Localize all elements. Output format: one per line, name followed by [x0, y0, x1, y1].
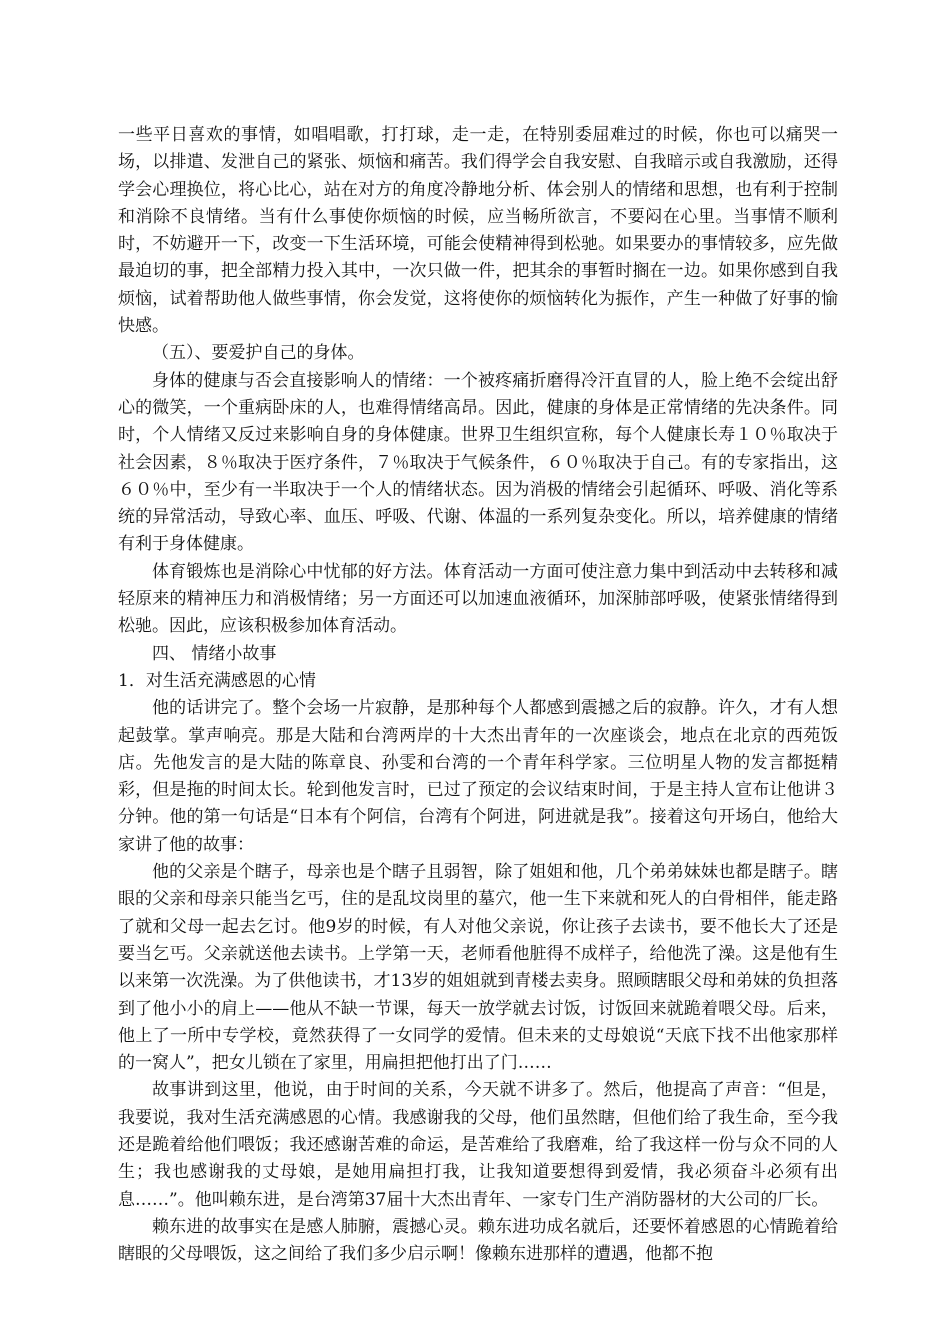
- paragraph-story-reflection: 赖东进的故事实在是感人肺腑，震撼心灵。赖东进功成名就后，还要怀着感恩的心情跪着给瞎眼的父母喂饭，这之间给了我们多少启示啊！像赖东进那样的遭遇，他都不抱: [118, 1216, 838, 1265]
- paragraph-story-opening: 他的话讲完了。整个会场一片寂静，是那种每个人都感到震撼之后的寂静。许久，才有人想起鼓掌。掌声响亮。那是大陆和台湾两岸的十大杰出青年的一次座谈会，地点在北京的西苑饭店。先他发言的是大陆的陈章良、孙雯和台湾的一个青年科学家。三位明星人物的发言都挺精彩，但是拖的时间太长。轮到他发言时，已过了预定的会议结束时间，于是主持人宣布让他讲３分钟。他的第一句话是“日本有个阿信，台湾有个阿进，阿进就是我”。接着这句开场白，他给大家讲了他的故事：: [118, 698, 838, 855]
- paragraph-story-childhood: 他的父亲是个瞎子，母亲也是个瞎子且弱智，除了姐姐和他，几个弟弟妹妹也都是瞎子。瞎眼的父亲和母亲只能当乞丐，住的是乱坟岗里的墓穴，他一生下来就和死人的白骨相伴，能走路了就和父母一起去乞讨。他9岁的时候，有人对他父亲说，你让孩子去读书，要不他长大了还是要当乞丐。父亲就送他去读书。上学第一天，老师看他脏得不成样子，给他洗了澡。这是他有生以来第一次洗澡。为了供他读书，才13岁的姐姐就到青楼去卖身。照顾瞎眼父母和弟妹的负担落到了他小小的肩上——他从不缺一节课，每天一放学就去讨饭，讨饭回来就跪着喂父母。后来，他上了一所中专学校，竟然获得了一女同学的爱情。但未来的丈母娘说“天底下找不出他家那样的一窝人”，把女儿锁在了家里，用扁担把他打出了门……: [118, 862, 838, 1074]
- story-title-gratitude: 1．对生活充满感恩的心情: [118, 670, 316, 691]
- paragraph-emotion-release: 一些平日喜欢的事情，如唱唱歌，打打球，走一走，在特别委屈难过的时候，你也可以痛哭一场，以排遣、发泄自己的紧张、烦恼和痛苦。我们得学会自我安慰、自我暗示或自我激励，还得学会心理换位，将心比心，站在对方的角度冷静地分析、体会别人的情绪和思想，也有利于控制和消除不良情绪。当有什么事使你烦恼的时候，应当畅所欲言，不要闷在心里。当事情不顺利时，不妨避开一下，改变一下生活环境，可能会使精神得到松驰。如果要办的事情较多，应先做最迫切的事，把全部精力投入其中，一次只做一件，把其余的事暂时搁在一边。如果你感到自我烦恼，试着帮助他人做些事情，你会发觉，这将使你的烦恼转化为振作，产生一种做了好事的愉快感。: [118, 125, 838, 337]
- document-body: [118, 122, 838, 1268]
- section-heading-protect-body: （五）、要爱护自己的身体。: [152, 343, 365, 364]
- paragraph-physical-exercise: 体育锻炼也是消除心中忧郁的好方法。体育活动一方面可使注意力集中到活动中去转移和减轻原来的精神压力和消极情绪；另一方面还可以加速血液循环，加深肺部呼吸，使紧张情绪得到松驰。因此，应该积极参加体育活动。: [118, 561, 838, 637]
- paragraph-body-health: 身体的健康与否会直接影响人的情绪：一个被疼痛折磨得冷汗直冒的人，脸上绝不会绽出舒心的微笑，一个重病卧床的人，也难得情绪高昂。因此，健康的身体是正常情绪的先决条件。同时，个人情绪又反过来影响自身的身体健康。世界卫生组织宣称，每个人健康长寿１０％取决于社会因素，８％取决于医疗条件，７％取决于气候条件，６０％取决于自己。有的专家指出，这６０％中，至少有一半取决于一个人的情绪状态。因为消极的情绪会引起循环、呼吸、消化等系统的异常活动，导致心率、血压、呼吸、代谢、体温的一系列复杂变化。所以，培养健康的情绪有利于身体健康。: [118, 370, 838, 555]
- section-heading-emotion-stories: 四、 情绪小故事: [152, 643, 277, 664]
- paragraph-story-gratitude-speech: 故事讲到这里，他说，由于时间的关系，今天就不讲多了。然后，他提高了声音：“但是，我要说，我对生活充满感恩的心情。我感谢我的父母，他们虽然瞎，但他们给了我生命，至今我还是跪着给他们喂饭；我还感谢苦难的命运，是苦难给了我磨难，给了我这样一份与众不同的人生；我也感谢我的丈母娘，是她用扁担打我，让我知道要想得到爱情，我必须奋斗必须有出息……”。他叫赖东进，是台湾第37届十大杰出青年、一家专门生产消防器材的大公司的厂长。: [118, 1080, 838, 1210]
